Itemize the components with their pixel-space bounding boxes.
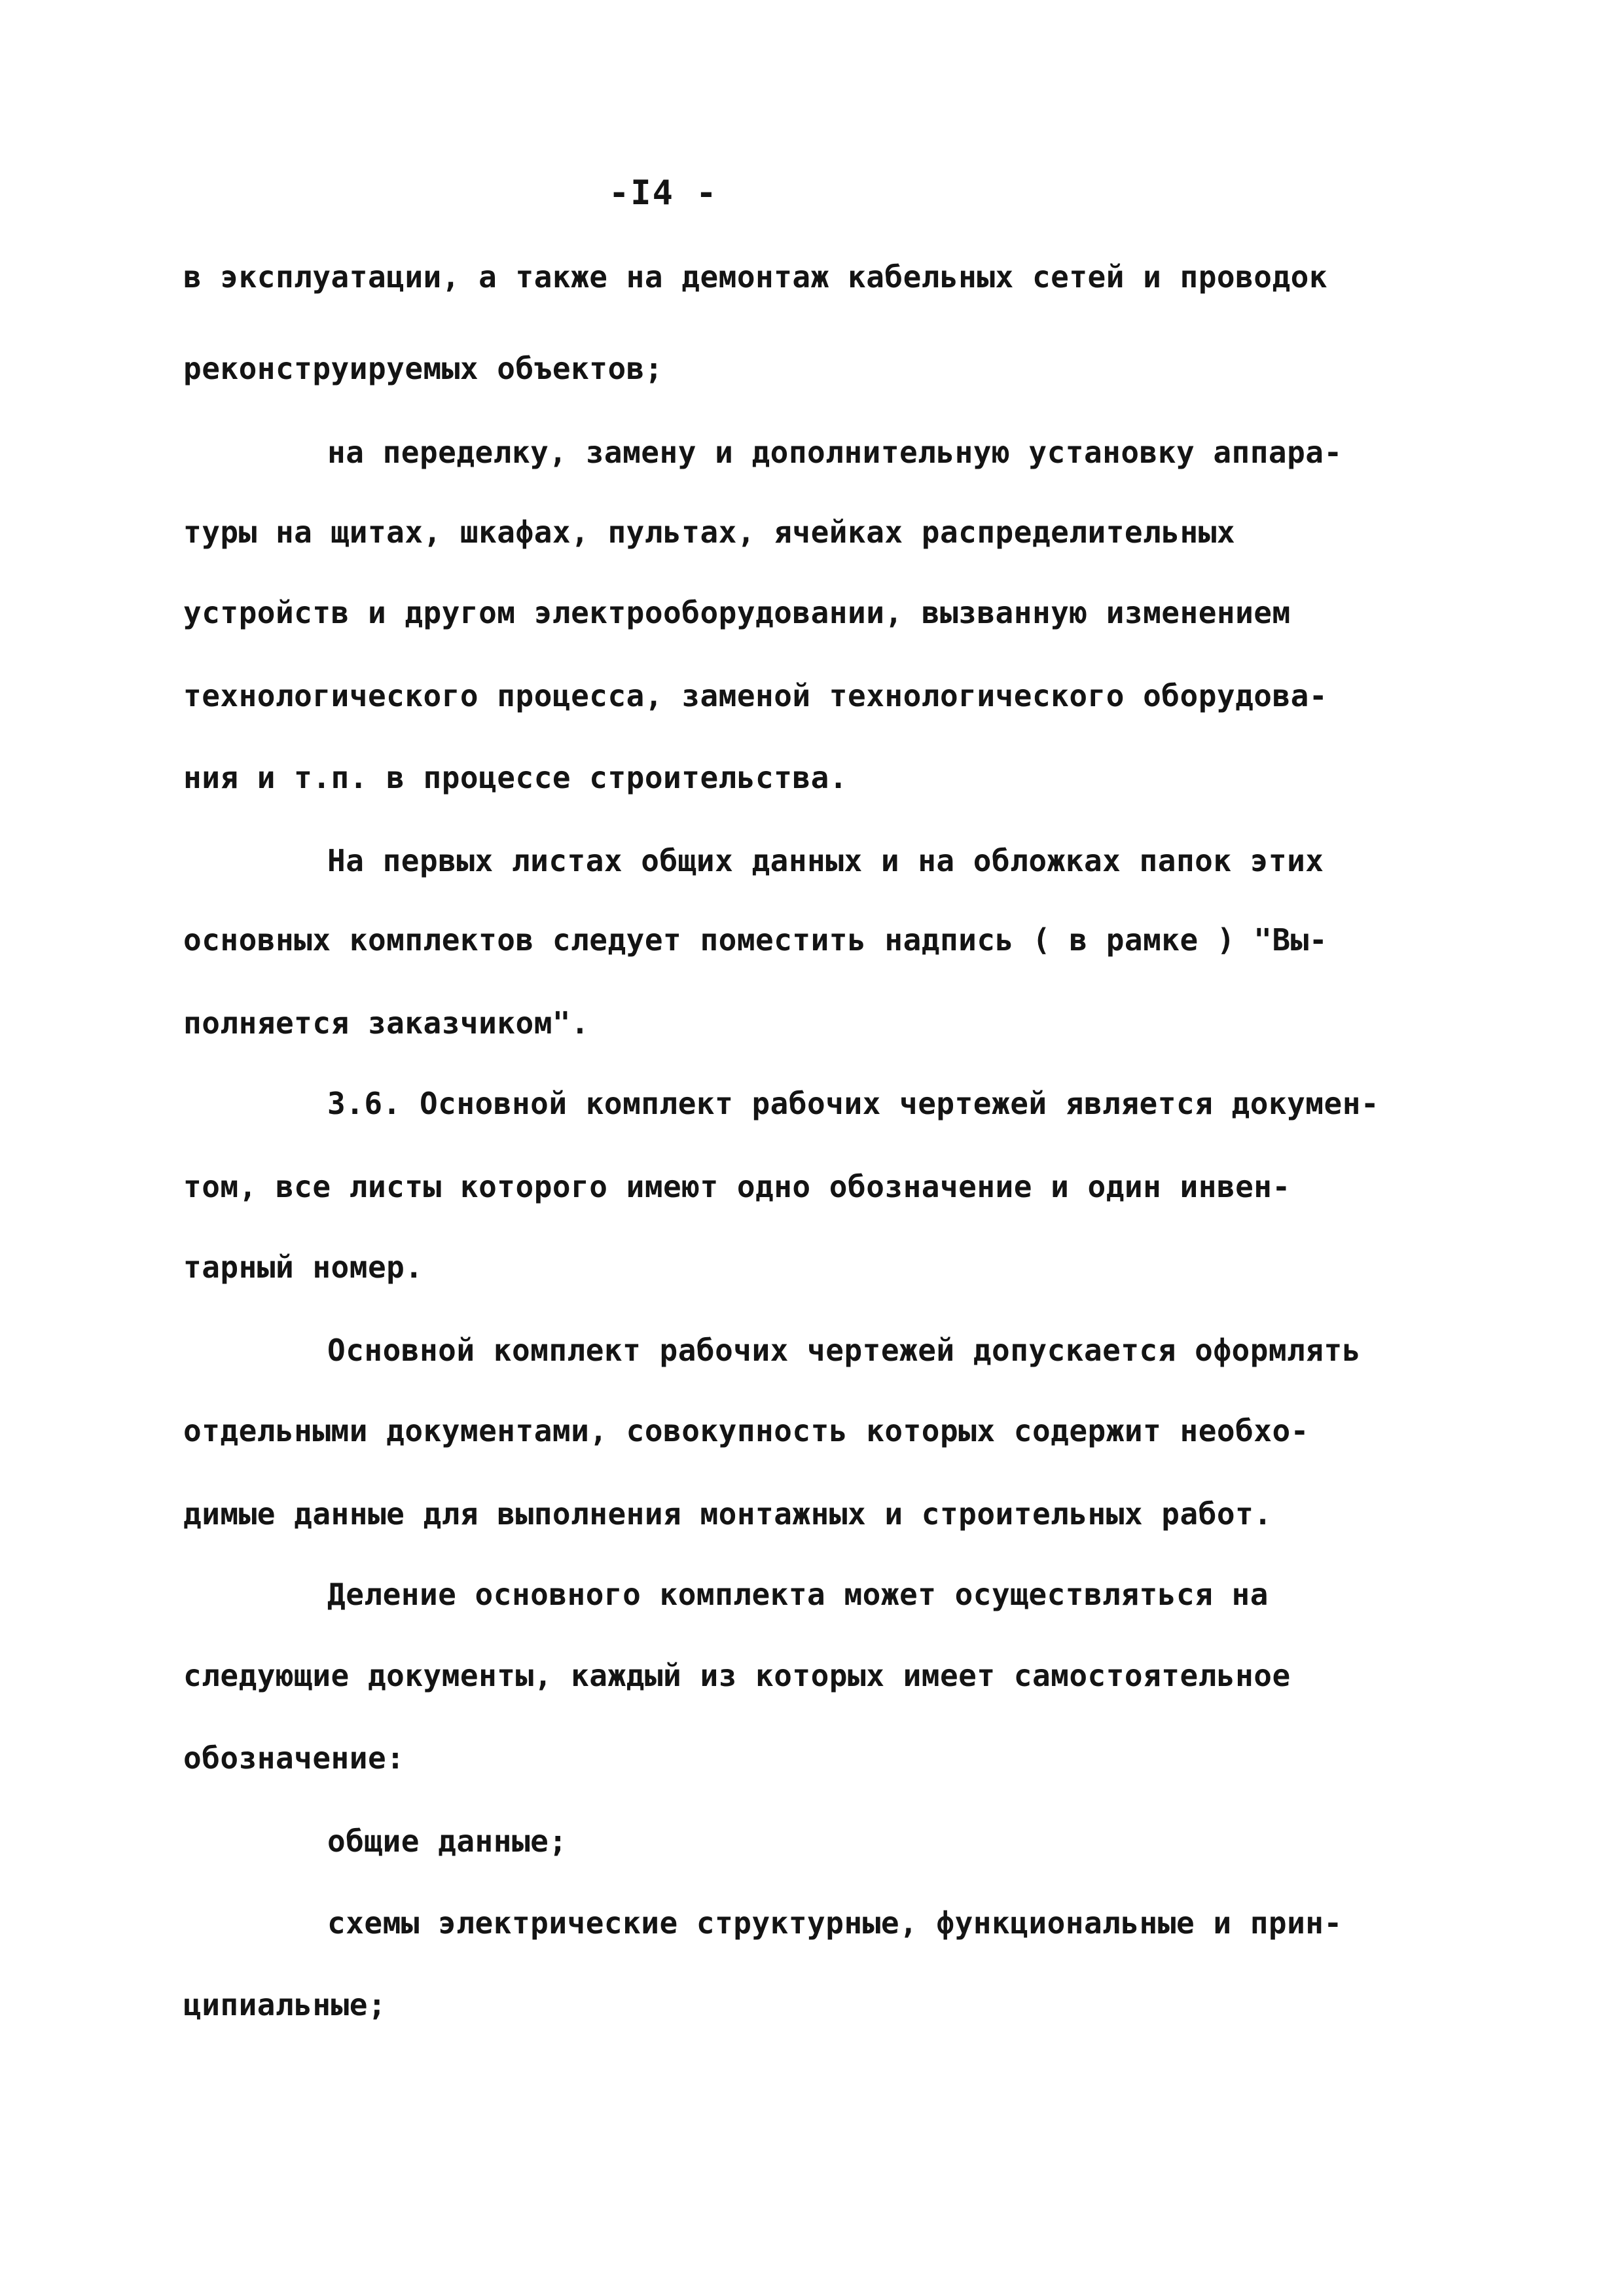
- text-line: полняется заказчиком".: [183, 1005, 590, 1041]
- text-line: реконструируемых объектов;: [183, 351, 664, 386]
- paragraph-start: на переделку, замену и дополнительную установку аппара-: [327, 435, 1343, 470]
- text-line: тарный номер.: [183, 1249, 424, 1285]
- text-line: основных комплектов следует поместить надпись ( в рамке ) "Вы-: [183, 922, 1328, 958]
- paragraph-start: На первых листах общих данных и на обложках папок этих: [327, 843, 1324, 878]
- text-line: туры на щитах, шкафах, пультах, ячейках распределительных: [183, 514, 1236, 550]
- list-item: общие данные;: [327, 1823, 568, 1859]
- text-line: в эксплуатации, а также на демонтаж кабельных сетей и проводок: [183, 259, 1328, 295]
- list-item: схемы электрические структурные, функциональные и прин-: [327, 1905, 1343, 1941]
- text-line: ния и т.п. в процессе строительства.: [183, 760, 848, 795]
- text-line: том, все листы которого имеют одно обозначение и один инвен-: [183, 1169, 1291, 1204]
- text-line: технологического процесса, заменой технологического оборудова-: [183, 678, 1328, 713]
- section-heading-line: 3.6. Основной комплект рабочих чертежей является докумен-: [327, 1086, 1380, 1121]
- paragraph-start: Основной комплект рабочих чертежей допускается оформлять: [327, 1333, 1361, 1368]
- text-line: ципиальные;: [183, 1987, 387, 2022]
- text-line: обозначение:: [183, 1740, 405, 1776]
- text-line: устройств и другом электрооборудовании, вызванную изменением: [183, 595, 1291, 630]
- text-line: димые данные для выполнения монтажных и строительных работ.: [183, 1496, 1272, 1532]
- page-number: -I4 -: [609, 173, 718, 213]
- text-line: следующие документы, каждый из которых имеет самостоятельное: [183, 1658, 1291, 1693]
- text-line: отдельными документами, совокупность которых содержит необхо-: [183, 1413, 1309, 1448]
- paragraph-start: Деление основного комплекта может осуществляться на: [327, 1577, 1269, 1612]
